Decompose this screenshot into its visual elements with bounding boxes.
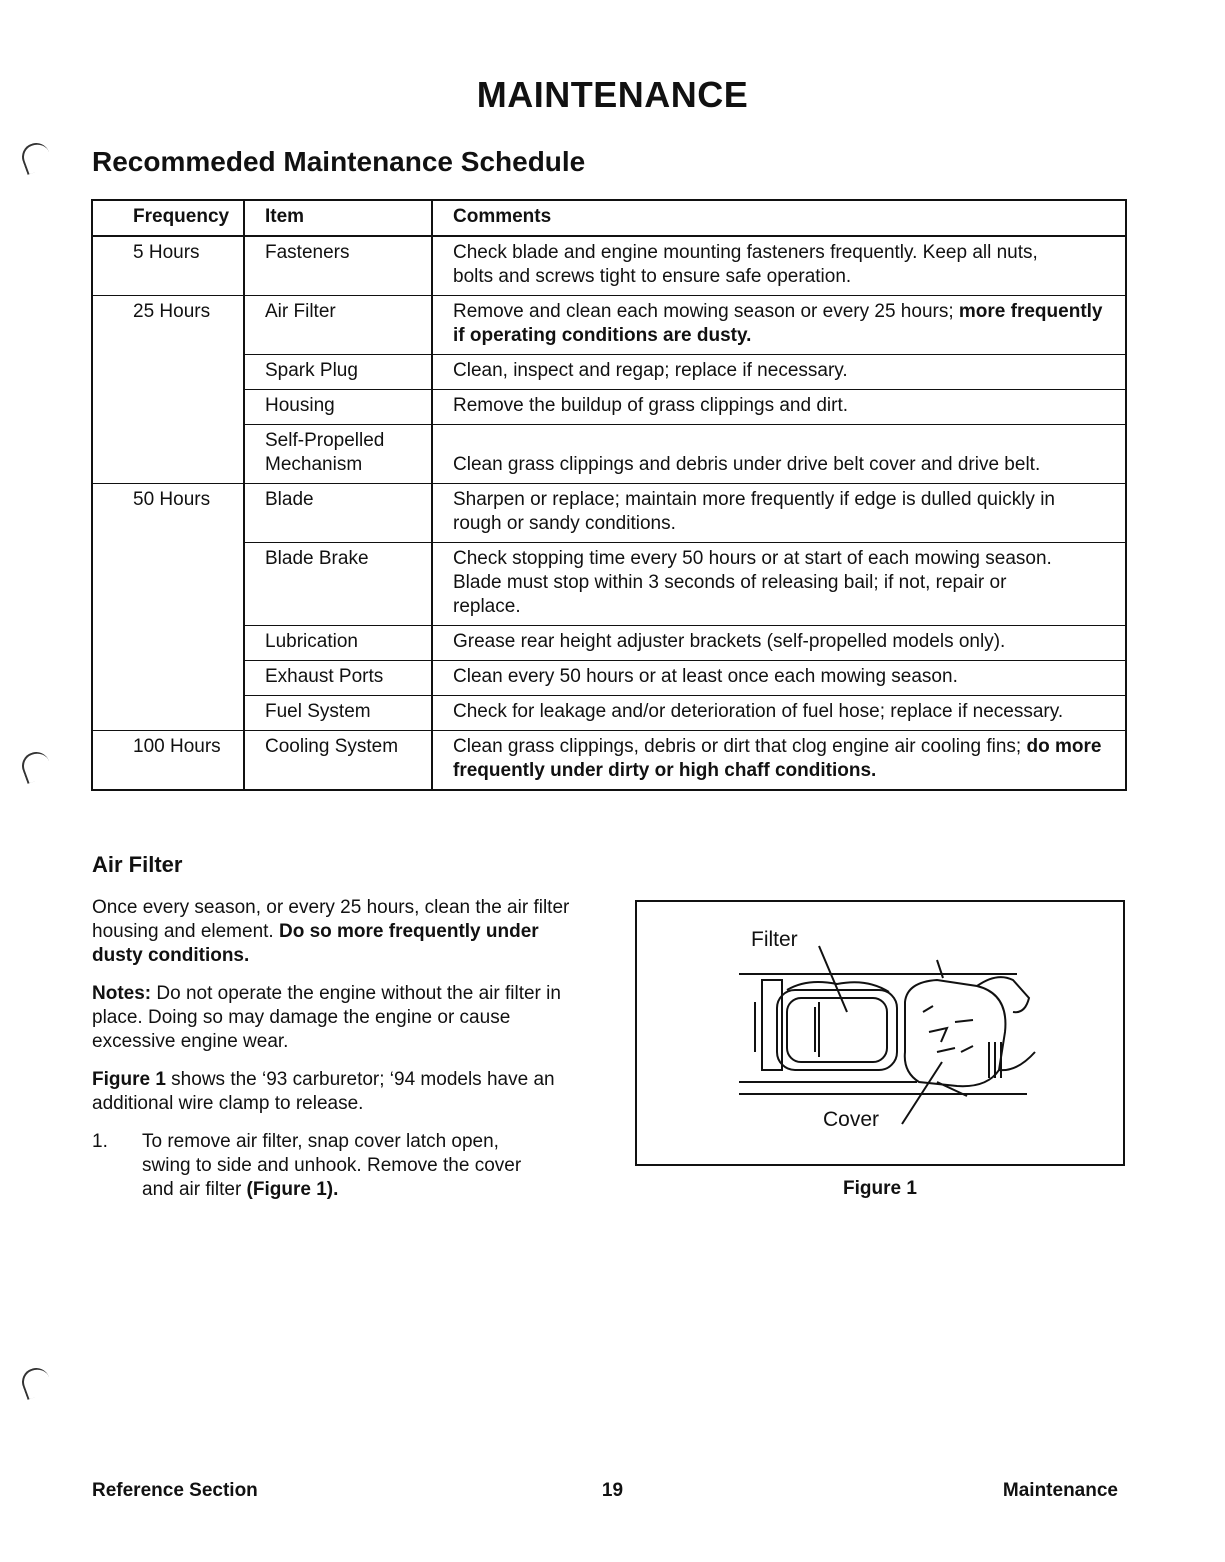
comment-line: Blade must stop within 3 seconds of releasing bail; if not, repair or xyxy=(453,572,1007,593)
frequency-cell: 100 Hours xyxy=(92,731,244,791)
section-title: Recommeded Maintenance Schedule xyxy=(92,146,586,177)
comment-line: replace. xyxy=(453,596,521,617)
comment-line: Check stopping time every 50 hours or at start of each mowing season. xyxy=(453,548,1052,569)
figure-caption: Figure 1 xyxy=(843,1178,917,1199)
comment-text: Remove and clean each mowing season or every 25 hours; xyxy=(453,301,959,322)
comment-cell: Grease rear height adjuster brackets (self-propelled models only). xyxy=(432,626,1126,661)
footer-page-number: 19 xyxy=(601,1480,624,1501)
maintenance-schedule-table xyxy=(91,199,1127,791)
item-cell xyxy=(244,425,432,484)
notes-text: Do not operate the engine without the air filter in place. Doing so may damage the engine or cause excessive engine wear. xyxy=(92,983,561,1052)
figure-label-cover: Cover xyxy=(823,1108,880,1131)
footer-left: Reference Section xyxy=(92,1480,258,1501)
figure-reference-label: Figure 1 xyxy=(92,1069,166,1090)
frequency-cell: 25 Hours xyxy=(92,296,244,484)
comment-cell xyxy=(432,731,1126,791)
item-cell: Cooling System xyxy=(244,731,432,791)
table-row xyxy=(92,390,1126,425)
item-cell: Lubrication xyxy=(244,626,432,661)
comment-emphasis: do more frequently under dirty or high chaff conditions. xyxy=(453,736,1102,781)
item-line: Self-Propelled xyxy=(265,430,385,451)
header-frequency: Frequency xyxy=(92,200,244,236)
table-row xyxy=(92,626,1126,661)
paragraph-text: Once every season, or every 25 hours, clean the air filter housing and element. xyxy=(92,897,570,942)
step-item xyxy=(92,1130,592,1202)
step-text xyxy=(142,1130,542,1202)
step-number: 1. xyxy=(92,1131,108,1152)
table-header-row xyxy=(92,200,1126,236)
comment-text: Clean grass clippings, debris or dirt that clog engine air cooling fins; xyxy=(453,736,1027,757)
comment-cell: Clean grass clippings and debris under drive belt cover and drive belt. xyxy=(432,425,1126,484)
notes-label: Notes: xyxy=(92,983,152,1004)
comment-cell: Clean, inspect and regap; replace if necessary. xyxy=(432,355,1126,390)
comment-cell xyxy=(432,296,1126,355)
table-row xyxy=(92,236,1126,296)
binder-hole-mark xyxy=(18,748,54,784)
table-row xyxy=(92,484,1126,543)
table-row xyxy=(92,355,1126,390)
header-item: Item xyxy=(244,200,432,236)
figure-reference-paragraph xyxy=(92,1068,592,1116)
table-row xyxy=(92,731,1126,791)
comment-cell xyxy=(432,543,1126,626)
table-row xyxy=(92,543,1126,626)
table-row xyxy=(92,661,1126,696)
page-title: MAINTENANCE xyxy=(476,74,749,115)
table-row xyxy=(92,696,1126,731)
frequency-cell: 5 Hours xyxy=(92,236,244,296)
item-cell: Housing xyxy=(244,390,432,425)
figure-reference-text: shows the ‘93 carburetor; ‘94 models have an additional wire clamp to release. xyxy=(92,1069,555,1114)
comment-cell xyxy=(432,236,1126,296)
header-comments: Comments xyxy=(432,200,1126,236)
paragraph-emphasis: Do so more frequently under dusty conditions. xyxy=(92,921,539,966)
item-cell: Spark Plug xyxy=(244,355,432,390)
comment-emphasis: more frequently if operating conditions are dusty. xyxy=(453,301,1103,346)
step-text-body: To remove air filter, snap cover latch open, swing to side and unhook. Remove the cover and air filter xyxy=(142,1131,522,1200)
item-cell: Fasteners xyxy=(244,236,432,296)
figure-1-frame xyxy=(635,900,1125,1166)
comment-line: Sharpen or replace; maintain more frequently if edge is dulled quickly in xyxy=(453,489,1055,510)
air-filter-paragraph xyxy=(92,896,592,968)
table-row xyxy=(92,425,1126,484)
air-filter-body xyxy=(92,896,592,1202)
item-cell: Blade xyxy=(244,484,432,543)
comment-cell xyxy=(432,484,1126,543)
comment-line: bolts and screws tight to ensure safe operation. xyxy=(453,266,852,287)
binder-hole-mark xyxy=(18,1364,54,1400)
comment-cell: Clean every 50 hours or at least once each mowing season. xyxy=(432,661,1126,696)
frequency-cell: 50 Hours xyxy=(92,484,244,731)
comment-cell: Remove the buildup of grass clippings and dirt. xyxy=(432,390,1126,425)
comment-cell: Check for leakage and/or deterioration of fuel hose; replace if necessary. xyxy=(432,696,1126,731)
footer-right: Maintenance xyxy=(1002,1480,1118,1501)
figure-label-filter: Filter xyxy=(751,928,798,951)
comment-line: rough or sandy conditions. xyxy=(453,513,676,534)
item-line: Mechanism xyxy=(265,454,363,475)
item-cell: Fuel System xyxy=(244,696,432,731)
item-cell: Exhaust Ports xyxy=(244,661,432,696)
comment-line: Check blade and engine mounting fasteners frequently. Keep all nuts, xyxy=(453,242,1038,263)
binder-hole-mark xyxy=(18,139,54,175)
step-text-emphasis: (Figure 1). xyxy=(246,1179,339,1200)
item-cell: Air Filter xyxy=(244,296,432,355)
notes-paragraph xyxy=(92,982,592,1054)
table-row xyxy=(92,296,1126,355)
air-filter-illustration xyxy=(637,902,1123,1164)
air-filter-heading: Air Filter xyxy=(92,852,183,877)
item-cell: Blade Brake xyxy=(244,543,432,626)
